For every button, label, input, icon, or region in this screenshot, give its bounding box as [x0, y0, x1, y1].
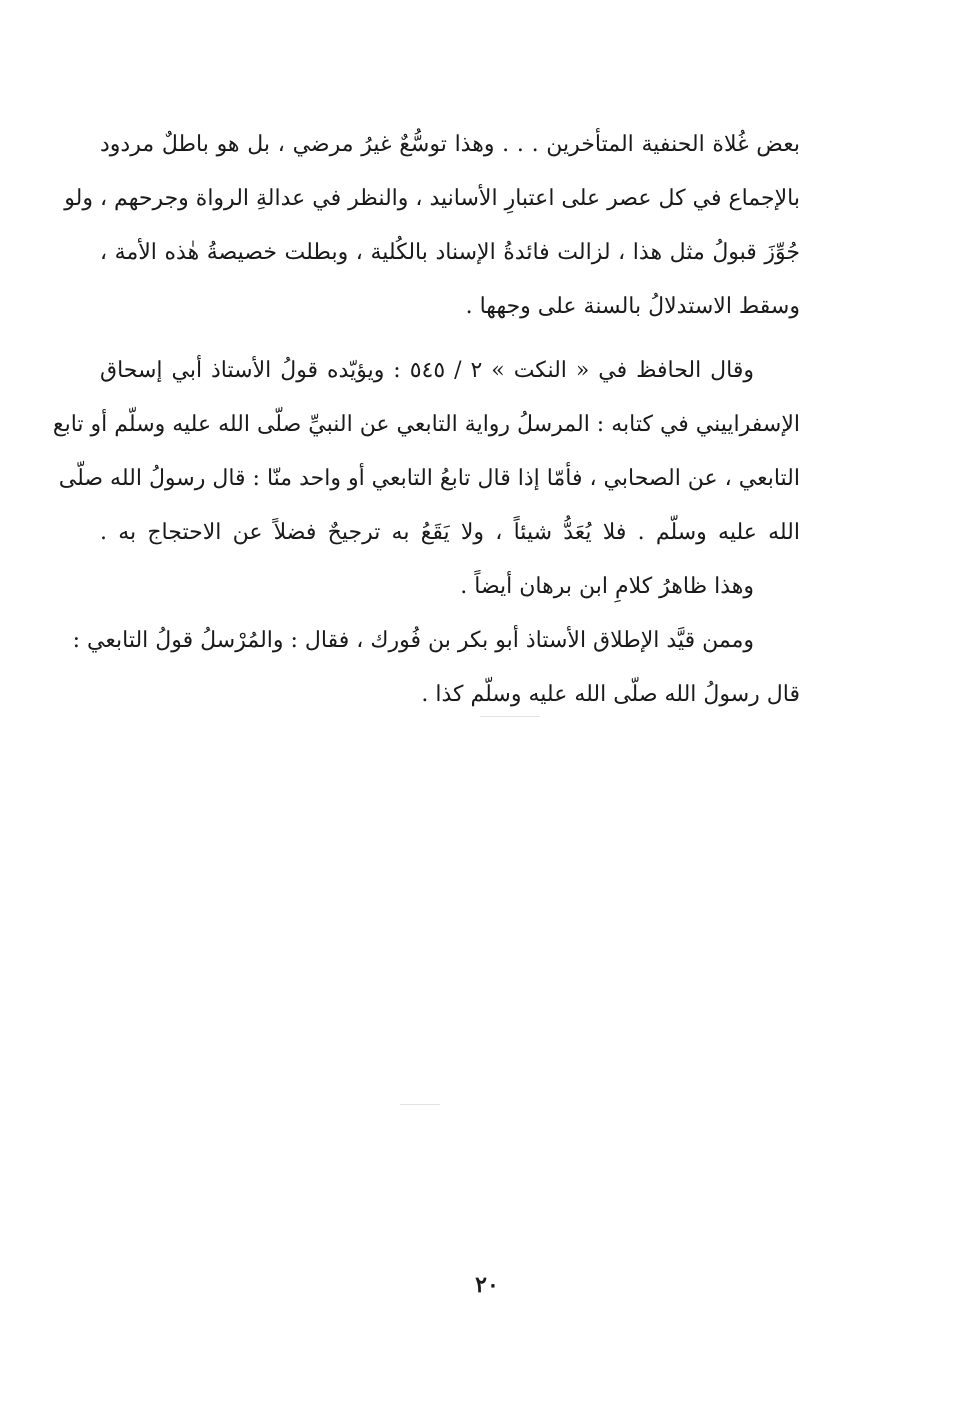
paragraph-4: [72, 614, 800, 722]
paragraph-spacer: [100, 334, 800, 344]
body-text: [52, 118, 800, 722]
paragraph-line: وممن قيَّد الإطلاق الأستاذ أبو بكر بن فُورك ، فقال : والمُرْسلُ قولُ التابعي :: [72, 628, 754, 653]
scan-speck: [400, 1104, 440, 1105]
paragraph-line: بالإجماع في كل عصر على اعتبارِ الأسانيد ، والنظر في عدالةِ الرواة وجرحهم ، ولو: [64, 186, 800, 211]
paragraph-line: وسقط الاستدلالُ بالسنة على وجهها .: [465, 294, 800, 319]
page-number: ٢٠: [475, 1272, 499, 1298]
paragraph-line: التابعي ، عن الصحابي ، فأمّا إذا قال تابعُ التابعي أو واحد منّا : قال رسولُ الله صلّى: [58, 466, 800, 491]
paragraph-line: جُوِّزَ قبولُ مثل هذا ، لزالت فائدةُ الإسناد بالكُلية ، وبطلت خصيصةُ هٰذه الأمة ،: [100, 240, 800, 265]
paragraph-line: وهذا ظاهرُ كلامِ ابن برهان أيضاً .: [460, 574, 754, 599]
paragraph-2: [52, 344, 800, 560]
paragraph-3: [100, 560, 800, 614]
paragraph-line: الإسفراييني في كتابه : المرسلُ رواية التابعي عن النبيِّ صلّى الله عليه وسلّم أو تابع: [52, 412, 800, 437]
paragraph-line: وقال الحافظ في « النكت » ٢ / ٥٤٥ : ويؤيّده قولُ الأستاذ أبي إسحاق: [100, 358, 755, 383]
paragraph-line: بعض غُلاة الحنفية المتأخرين . . . وهذا توسُّعٌ غيرُ مرضي ، بل هو باطلٌ مردود: [100, 132, 800, 157]
scan-speck: [480, 716, 540, 717]
paragraph-line: الله عليه وسلّم . فلا يُعَدُّ شيئاً ، ولا يَقَعُ به ترجيحٌ فضلاً عن الاحتجاج به .: [100, 520, 800, 545]
paragraph-line: قال رسولُ الله صلّى الله عليه وسلّم كذا .: [421, 682, 800, 707]
paragraph-1: [64, 118, 800, 334]
